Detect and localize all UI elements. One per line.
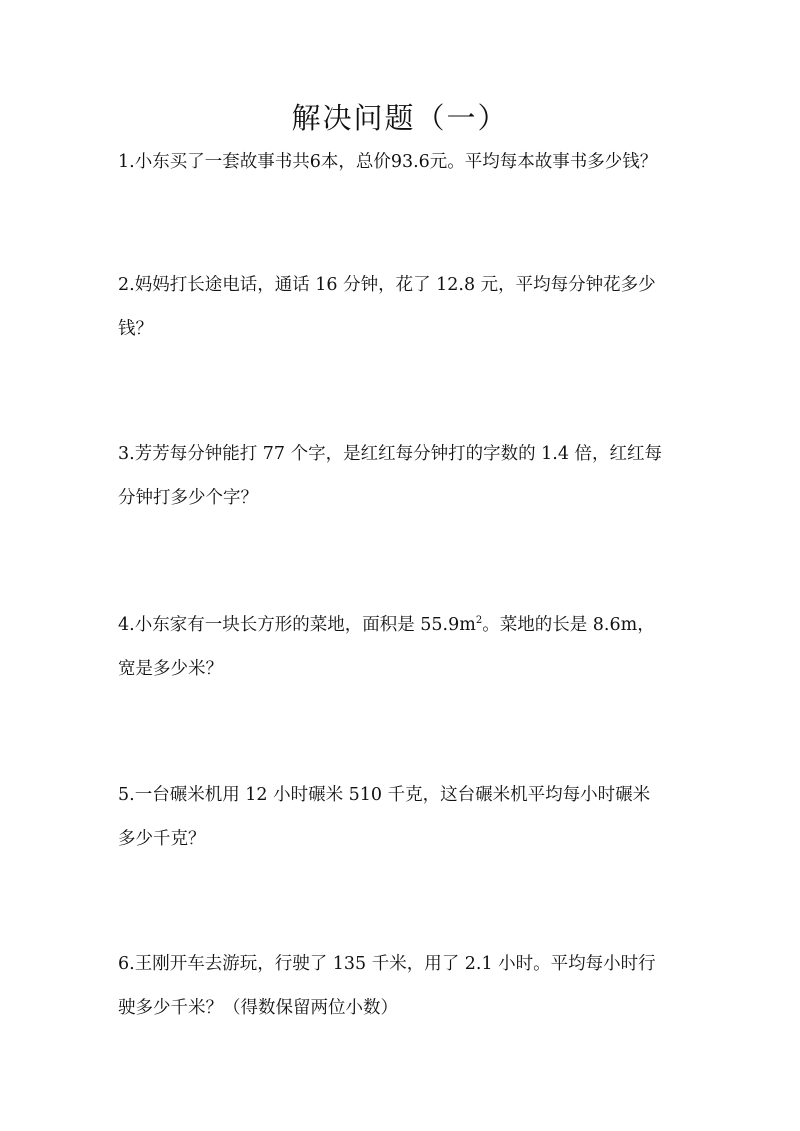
question-2-line-1: 2.妈妈打长途电话，通话 16 分钟，花了 12.8 元，平均每分钟花多少 [118, 275, 656, 295]
question-3-line-1: 3.芳芳每分钟能打 77 个字，是红红每分钟打的字数的 1.4 倍，红红每 [118, 444, 663, 464]
question-5 [118, 773, 698, 861]
question-4-text-after: 。菜地的长是 8.6m， [482, 615, 655, 635]
question-6-line-2: 驶多少千米？（得数保留两位小数） [118, 998, 398, 1018]
question-2-line-2: 钱？ [118, 319, 153, 339]
question-1 [118, 140, 698, 184]
question-1-line-1: 1.小东买了一套故事书共6本，总价93.6元。平均每本故事书多少钱？ [118, 152, 658, 172]
question-3-line-2: 分钟打多少个字？ [118, 488, 258, 508]
question-6-line-1: 6.王刚开车去游玩，行驶了 135 千米，用了 2.1 小时。平均每小时行 [118, 954, 656, 974]
question-2 [118, 263, 698, 351]
question-4-text-before: 4.小东家有一块长方形的菜地，面积是 55.9m [118, 615, 476, 635]
question-4-line-1 [118, 603, 698, 647]
page-title: 解决问题（一） [291, 101, 509, 135]
question-4 [118, 603, 698, 691]
square-exponent: 2 [475, 615, 483, 626]
question-4-line-2: 宽是多少米？ [118, 659, 223, 679]
question-5-line-1: 5.一台碾米机用 12 小时碾米 510 千克，这台碾米机平均每小时碾米 [118, 785, 651, 805]
question-3 [118, 432, 698, 520]
question-5-line-2: 多少千克？ [118, 829, 206, 849]
question-6 [118, 942, 698, 1030]
